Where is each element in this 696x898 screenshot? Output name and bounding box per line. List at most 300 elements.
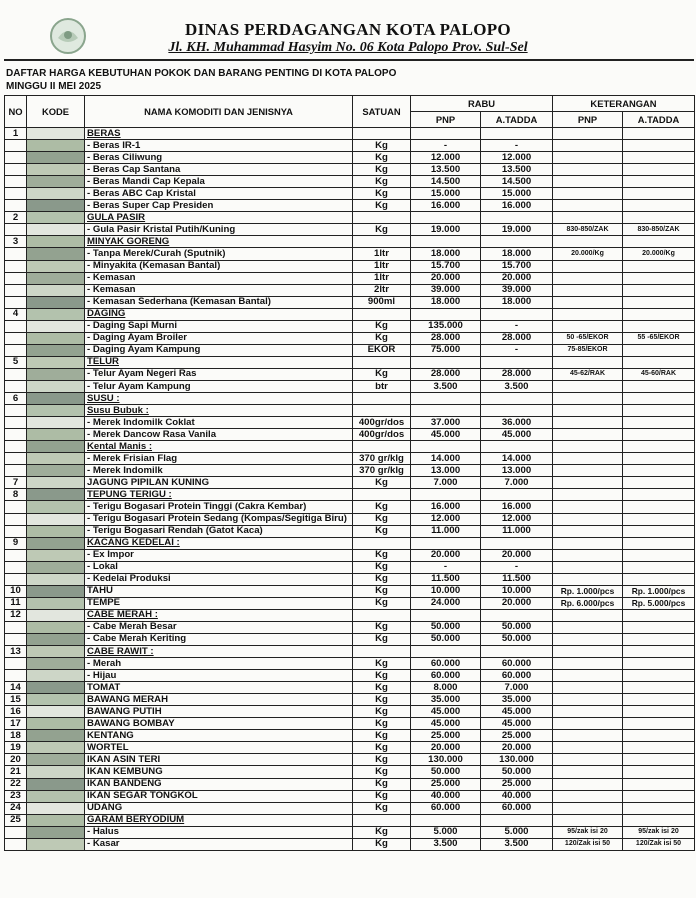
row-price-atadda: 36.000 <box>481 417 553 429</box>
row-kode-image <box>27 236 85 248</box>
row-price-atadda: - <box>481 320 553 332</box>
table-row <box>5 754 695 766</box>
row-name <box>85 405 353 417</box>
row-price-atadda: 19.000 <box>481 224 553 236</box>
row-ket-atadda <box>623 670 695 682</box>
table-row <box>5 609 695 621</box>
row-satuan: Kg <box>353 778 411 790</box>
row-price-atadda: 3.500 <box>481 380 553 392</box>
table-row <box>5 682 695 694</box>
row-ket-pnp <box>553 694 623 706</box>
row-no <box>5 152 27 164</box>
row-satuan: 400gr/dos <box>353 417 411 429</box>
row-ket-atadda <box>623 465 695 477</box>
table-row <box>5 718 695 730</box>
row-no: 13 <box>5 646 27 658</box>
table-row <box>5 465 695 477</box>
item-name: BAWANG MERAH <box>87 693 169 705</box>
row-kode-image <box>27 248 85 260</box>
table-row <box>5 152 695 164</box>
row-ket-atadda <box>623 658 695 670</box>
table-row <box>5 525 695 537</box>
row-name <box>85 441 353 453</box>
row-no <box>5 140 27 152</box>
table-row <box>5 585 695 597</box>
row-name <box>85 814 353 826</box>
row-name <box>85 646 353 658</box>
row-price-pnp: 75.000 <box>411 344 481 356</box>
item-name: UDANG <box>87 802 123 814</box>
row-price-atadda: 60.000 <box>481 670 553 682</box>
row-name <box>85 754 353 766</box>
row-price-atadda: 20.000 <box>481 742 553 754</box>
row-satuan: EKOR <box>353 344 411 356</box>
item-name: - Merek Indomilk <box>87 464 163 476</box>
row-price-pnp <box>411 356 481 368</box>
row-name <box>85 802 353 814</box>
row-no <box>5 501 27 513</box>
row-ket-atadda: Rp. 5.000/pcs <box>623 597 695 609</box>
row-price-pnp: 60.000 <box>411 802 481 814</box>
row-price-pnp: 45.000 <box>411 429 481 441</box>
row-ket-pnp <box>553 429 623 441</box>
row-name <box>85 152 353 164</box>
table-row <box>5 140 695 152</box>
row-no: 5 <box>5 356 27 368</box>
item-name: - Terigu Bogasari Rendah (Gatot Kaca) <box>87 525 263 537</box>
document-title: DAFTAR HARGA KEBUTUHAN POKOK DAN BARANG PENTING DI KOTA PALOPO <box>6 68 397 79</box>
row-kode-image <box>27 573 85 585</box>
row-name <box>85 453 353 465</box>
row-kode-image <box>27 597 85 609</box>
row-name <box>85 212 353 224</box>
row-satuan: Kg <box>353 525 411 537</box>
row-kode-image <box>27 441 85 453</box>
row-no: 3 <box>5 236 27 248</box>
row-kode-image <box>27 368 85 380</box>
table-row <box>5 248 695 260</box>
row-price-atadda <box>481 212 553 224</box>
row-price-atadda <box>481 236 553 248</box>
row-satuan <box>353 308 411 320</box>
row-price-atadda: 130.000 <box>481 754 553 766</box>
row-ket-pnp <box>553 393 623 405</box>
item-name: - Cabe Merah Keriting <box>87 633 187 645</box>
row-name <box>85 501 353 513</box>
table-row <box>5 549 695 561</box>
row-name <box>85 296 353 308</box>
row-ket-atadda <box>623 176 695 188</box>
row-ket-atadda <box>623 272 695 284</box>
row-satuan: Kg <box>353 826 411 838</box>
category-name: GARAM BERYODIUM <box>87 814 185 826</box>
row-price-pnp <box>411 236 481 248</box>
row-price-atadda <box>481 128 553 140</box>
row-ket-pnp <box>553 778 623 790</box>
row-ket-pnp <box>553 176 623 188</box>
category-name: Kental Manis : <box>87 440 153 452</box>
table-row <box>5 706 695 718</box>
row-kode-image <box>27 585 85 597</box>
row-ket-atadda <box>623 380 695 392</box>
row-name <box>85 694 353 706</box>
row-kode-image <box>27 694 85 706</box>
row-satuan: Kg <box>353 838 411 850</box>
row-ket-pnp <box>553 802 623 814</box>
row-ket-pnp <box>553 489 623 501</box>
row-ket-atadda <box>623 513 695 525</box>
row-kode-image <box>27 525 85 537</box>
row-ket-atadda <box>623 694 695 706</box>
row-ket-pnp <box>553 525 623 537</box>
row-no: 4 <box>5 308 27 320</box>
row-ket-pnp <box>553 296 623 308</box>
row-name <box>85 790 353 802</box>
row-price-pnp <box>411 814 481 826</box>
table-row <box>5 368 695 380</box>
category-name: SUSU : <box>87 392 120 404</box>
table-row <box>5 838 695 850</box>
row-no: 18 <box>5 730 27 742</box>
row-price-pnp <box>411 405 481 417</box>
table-row <box>5 621 695 633</box>
row-name <box>85 417 353 429</box>
row-kode-image <box>27 658 85 670</box>
row-kode-image <box>27 682 85 694</box>
row-name <box>85 188 353 200</box>
category-name: GULA PASIR <box>87 211 146 223</box>
table-row <box>5 453 695 465</box>
row-price-atadda: 18.000 <box>481 248 553 260</box>
row-satuan: Kg <box>353 224 411 236</box>
row-ket-pnp <box>553 200 623 212</box>
row-price-pnp: 60.000 <box>411 658 481 670</box>
table-row <box>5 356 695 368</box>
row-kode-image <box>27 489 85 501</box>
row-ket-atadda <box>623 742 695 754</box>
row-no: 24 <box>5 802 27 814</box>
row-name <box>85 573 353 585</box>
row-ket-pnp <box>553 164 623 176</box>
row-ket-pnp <box>553 633 623 645</box>
row-no: 19 <box>5 742 27 754</box>
row-price-atadda: 7.000 <box>481 477 553 489</box>
row-price-pnp: 11.500 <box>411 573 481 585</box>
row-satuan: 370 gr/klg <box>353 465 411 477</box>
row-price-pnp <box>411 212 481 224</box>
row-price-atadda: 45.000 <box>481 706 553 718</box>
table-row <box>5 417 695 429</box>
row-price-atadda <box>481 646 553 658</box>
table-row <box>5 573 695 585</box>
table-row <box>5 236 695 248</box>
row-price-pnp: 28.000 <box>411 368 481 380</box>
item-name: - Daging Ayam Broiler <box>87 332 188 344</box>
category-name: CABE RAWIT : <box>87 645 154 657</box>
row-price-atadda: 5.000 <box>481 826 553 838</box>
row-satuan: Kg <box>353 802 411 814</box>
row-name <box>85 128 353 140</box>
row-no <box>5 417 27 429</box>
category-name: Susu Bubuk : <box>87 404 149 416</box>
table-row <box>5 742 695 754</box>
row-price-atadda <box>481 405 553 417</box>
row-kode-image <box>27 284 85 296</box>
row-ket-pnp: 20.000/Kg <box>553 248 623 260</box>
row-no: 11 <box>5 597 27 609</box>
row-ket-atadda: 830-850/ZAK <box>623 224 695 236</box>
table-row <box>5 405 695 417</box>
table-row <box>5 561 695 573</box>
row-name <box>85 718 353 730</box>
row-price-pnp: 3.500 <box>411 838 481 850</box>
row-name <box>85 621 353 633</box>
row-price-atadda: 13.500 <box>481 164 553 176</box>
row-ket-pnp: 95/zak isi 20 <box>553 826 623 838</box>
row-ket-pnp <box>553 465 623 477</box>
table-row <box>5 766 695 778</box>
row-satuan <box>353 356 411 368</box>
document-week: MINGGU II MEI 2025 <box>6 81 102 92</box>
row-price-atadda: - <box>481 561 553 573</box>
item-name: WORTEL <box>87 741 129 753</box>
row-ket-atadda <box>623 706 695 718</box>
col-header-keterangan: KETERANGAN <box>553 96 695 112</box>
row-satuan: Kg <box>353 597 411 609</box>
row-ket-pnp <box>553 477 623 489</box>
row-price-atadda: 60.000 <box>481 658 553 670</box>
row-price-pnp <box>411 489 481 501</box>
row-no <box>5 826 27 838</box>
row-no <box>5 176 27 188</box>
row-no: 10 <box>5 585 27 597</box>
row-price-pnp: - <box>411 561 481 573</box>
row-kode-image <box>27 790 85 802</box>
row-kode-image <box>27 393 85 405</box>
row-kode-image <box>27 296 85 308</box>
row-no <box>5 549 27 561</box>
row-kode-image <box>27 164 85 176</box>
row-ket-atadda <box>623 128 695 140</box>
category-name: MINYAK GORENG <box>87 235 170 247</box>
row-kode-image <box>27 429 85 441</box>
table-row <box>5 814 695 826</box>
row-ket-pnp <box>553 272 623 284</box>
row-ket-atadda <box>623 296 695 308</box>
row-satuan: 1ltr <box>353 248 411 260</box>
row-no: 12 <box>5 609 27 621</box>
row-kode-image <box>27 513 85 525</box>
row-price-atadda: 20.000 <box>481 272 553 284</box>
row-name <box>85 489 353 501</box>
item-name: - Merek Frisian Flag <box>87 452 178 464</box>
row-name <box>85 176 353 188</box>
row-name <box>85 682 353 694</box>
item-name: - Beras Mandi Cap Kepala <box>87 175 205 187</box>
item-name: TAHU <box>87 585 113 597</box>
row-ket-atadda <box>623 682 695 694</box>
item-name: - Kemasan Sederhana (Kemasan Bantal) <box>87 296 271 308</box>
table-row <box>5 224 695 236</box>
row-name <box>85 320 353 332</box>
row-name <box>85 838 353 850</box>
row-price-pnp: 135.000 <box>411 320 481 332</box>
table-row <box>5 730 695 742</box>
row-ket-atadda <box>623 344 695 356</box>
row-satuan: btr <box>353 380 411 392</box>
row-satuan <box>353 441 411 453</box>
row-kode-image <box>27 477 85 489</box>
row-no <box>5 368 27 380</box>
row-kode-image <box>27 465 85 477</box>
row-price-atadda: 15.000 <box>481 188 553 200</box>
row-name <box>85 778 353 790</box>
item-name: IKAN ASIN TERI <box>87 753 161 765</box>
row-no: 6 <box>5 393 27 405</box>
row-name <box>85 597 353 609</box>
row-satuan: Kg <box>353 742 411 754</box>
row-ket-pnp <box>553 549 623 561</box>
row-kode-image <box>27 380 85 392</box>
item-name: - Halus <box>87 826 119 838</box>
row-satuan: Kg <box>353 561 411 573</box>
row-ket-pnp: 830-850/ZAK <box>553 224 623 236</box>
col-header-pnp: PNP <box>411 112 481 128</box>
item-name: - Terigu Bogasari Protein Sedang (Kompas/Segitiga Biru) <box>87 513 347 525</box>
row-no <box>5 224 27 236</box>
row-price-atadda: 14.000 <box>481 453 553 465</box>
row-satuan <box>353 405 411 417</box>
row-ket-pnp <box>553 501 623 513</box>
row-satuan: 400gr/dos <box>353 429 411 441</box>
row-ket-pnp <box>553 212 623 224</box>
table-row <box>5 489 695 501</box>
row-ket-atadda <box>623 525 695 537</box>
row-satuan: Kg <box>353 573 411 585</box>
row-name <box>85 380 353 392</box>
row-price-pnp: 35.000 <box>411 694 481 706</box>
row-ket-atadda <box>623 814 695 826</box>
row-price-atadda <box>481 609 553 621</box>
agency-address: Jl. KH. Muhammad Hasyim No. 06 Kota Palopo Prov. Sul-Sel <box>168 40 528 55</box>
row-price-atadda: 18.000 <box>481 296 553 308</box>
row-ket-pnp <box>553 609 623 621</box>
row-ket-pnp <box>553 742 623 754</box>
row-name <box>85 248 353 260</box>
row-price-pnp: 12.000 <box>411 513 481 525</box>
row-name <box>85 826 353 838</box>
row-ket-atadda <box>623 646 695 658</box>
row-price-pnp: 45.000 <box>411 706 481 718</box>
row-ket-atadda <box>623 212 695 224</box>
row-no <box>5 838 27 850</box>
row-kode-image <box>27 838 85 850</box>
row-no <box>5 296 27 308</box>
row-satuan: Kg <box>353 152 411 164</box>
row-price-pnp: 45.000 <box>411 718 481 730</box>
row-price-pnp: 37.000 <box>411 417 481 429</box>
row-name <box>85 658 353 670</box>
item-name: KENTANG <box>87 729 134 741</box>
row-satuan: Kg <box>353 332 411 344</box>
row-price-atadda: 39.000 <box>481 284 553 296</box>
row-name <box>85 344 353 356</box>
category-name: TEPUNG TERIGU : <box>87 488 172 500</box>
item-name: - Daging Ayam Kampung <box>87 344 201 356</box>
row-no <box>5 284 27 296</box>
row-ket-atadda <box>623 393 695 405</box>
category-name: DAGING <box>87 308 126 320</box>
row-ket-atadda <box>623 477 695 489</box>
table-row <box>5 188 695 200</box>
table-row <box>5 501 695 513</box>
row-ket-pnp <box>553 513 623 525</box>
row-price-atadda: 28.000 <box>481 332 553 344</box>
row-ket-atadda <box>623 320 695 332</box>
row-price-atadda: 40.000 <box>481 790 553 802</box>
row-ket-atadda <box>623 308 695 320</box>
row-ket-pnp <box>553 441 623 453</box>
row-ket-pnp <box>553 260 623 272</box>
item-name: IKAN KEMBUNG <box>87 766 163 777</box>
row-price-pnp: 7.000 <box>411 477 481 489</box>
row-ket-pnp <box>553 405 623 417</box>
row-ket-pnp <box>553 670 623 682</box>
row-price-atadda <box>481 489 553 501</box>
row-no: 22 <box>5 778 27 790</box>
row-ket-pnp: Rp. 6.000/pcs <box>553 597 623 609</box>
row-name <box>85 368 353 380</box>
row-no <box>5 164 27 176</box>
item-name: JAGUNG PIPILAN KUNING <box>87 476 210 488</box>
row-price-pnp: 15.000 <box>411 188 481 200</box>
table-row <box>5 646 695 658</box>
row-satuan: 2ltr <box>353 284 411 296</box>
row-ket-atadda: 45-60/RAK <box>623 368 695 380</box>
row-name <box>85 356 353 368</box>
row-no: 15 <box>5 694 27 706</box>
row-price-atadda: 45.000 <box>481 718 553 730</box>
row-price-pnp <box>411 393 481 405</box>
row-satuan: Kg <box>353 621 411 633</box>
row-ket-pnp: 120/Zak isi 50 <box>553 838 623 850</box>
row-kode-image <box>27 128 85 140</box>
row-price-pnp <box>411 609 481 621</box>
row-name <box>85 706 353 718</box>
item-name: - Kemasan <box>87 284 136 296</box>
row-satuan: Kg <box>353 188 411 200</box>
row-satuan: Kg <box>353 585 411 597</box>
row-satuan: Kg <box>353 501 411 513</box>
row-ket-atadda <box>623 718 695 730</box>
row-ket-atadda <box>623 284 695 296</box>
row-no <box>5 561 27 573</box>
row-ket-pnp <box>553 128 623 140</box>
row-price-atadda: 50.000 <box>481 633 553 645</box>
row-price-pnp: 20.000 <box>411 272 481 284</box>
row-kode-image <box>27 621 85 633</box>
row-no: 17 <box>5 718 27 730</box>
row-kode-image <box>27 730 85 742</box>
row-ket-atadda <box>623 489 695 501</box>
row-price-atadda: 13.000 <box>481 465 553 477</box>
item-name: - Beras Cap Santana <box>87 163 181 175</box>
row-kode-image <box>27 718 85 730</box>
row-kode-image <box>27 212 85 224</box>
row-ket-pnp <box>553 814 623 826</box>
row-price-atadda: 25.000 <box>481 730 553 742</box>
row-kode-image <box>27 453 85 465</box>
